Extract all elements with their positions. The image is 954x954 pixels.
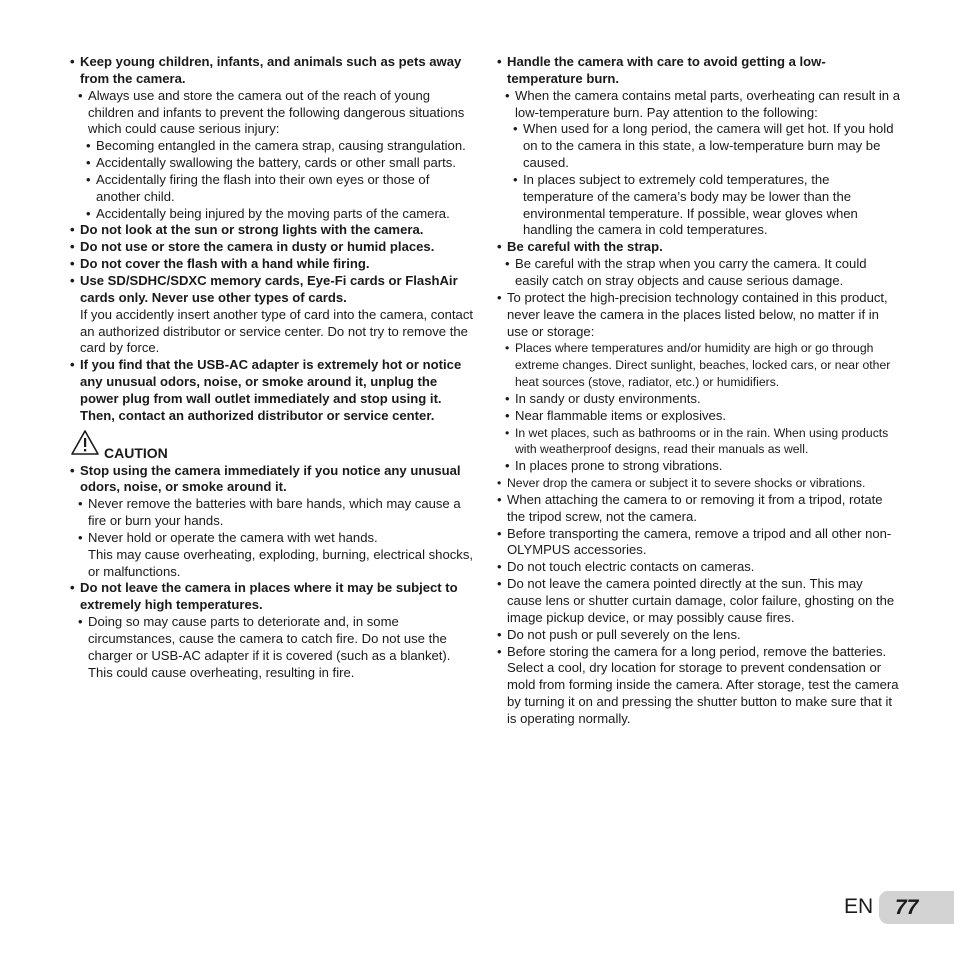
caution-subitem: • Never remove the batteries with bare hands, which may cause a fire or burn your hands. bbox=[78, 496, 474, 530]
caution-subitem: • Doing so may cause parts to deteriorate and, in some circumstances, cause the camera to catch fire. Do not use the charger or USB-AC adapter if it is covered (such as a blanket). This could cause overheating, resulting in fire. bbox=[78, 614, 474, 681]
caution-heading bbox=[70, 433, 474, 461]
warning-triangle-icon bbox=[70, 429, 100, 461]
caution-item: • Handle the camera with care to avoid getting a low-temperature burn. bbox=[497, 54, 901, 88]
caution-subitem: • When the camera contains metal parts, overheating can result in a low-temperature burn. Pay attention to the following: bbox=[505, 88, 901, 122]
caution-note: This may cause overheating, exploding, burning, electrical shocks, or malfunctions. bbox=[88, 546, 474, 579]
caution-label: CAUTION bbox=[104, 444, 168, 461]
warning-item: • Do not look at the sun or strong lights with the camera. bbox=[70, 222, 474, 239]
caution-item: • Stop using the camera immediately if you notice any unusual odors, noise, or smoke around it. bbox=[70, 463, 474, 497]
storage-place-item: • In wet places, such as bathrooms or in the rain. When using products with weatherproof designs, read their manuals as well. bbox=[505, 425, 901, 459]
caution-subitem: • Never hold or operate the camera with wet hands. bbox=[78, 530, 474, 547]
caution-item: • Before storing the camera for a long period, remove the batteries. Select a cool, dry location for storage to prevent condensation or mold from forming inside the camera. After storage, test the camera by turning it on and pressing the shutter button to make sure that it is operating normally. bbox=[497, 644, 901, 728]
warning-item: • Keep young children, infants, and animals such as pets away from the camera. bbox=[70, 54, 474, 88]
storage-place-item: • Places where temperatures and/or humidity are high or go through extreme changes. Direct sunlight, beaches, locked cars, or near other heat sources (stove, radiator, etc.) or humidifiers. bbox=[505, 340, 901, 391]
warning-subsubitem: • Accidentally being injured by the moving parts of the camera. bbox=[86, 206, 474, 223]
language-label: EN bbox=[844, 895, 874, 918]
caution-item: • Do not touch electric contacts on cameras. bbox=[497, 559, 901, 576]
caution-item: • Be careful with the strap. bbox=[497, 239, 901, 256]
storage-place-item: • In places prone to strong vibrations. bbox=[505, 458, 901, 475]
caution-subitem: • Be careful with the strap when you carry the camera. It could easily catch on stray objects and cause serious damage. bbox=[505, 256, 901, 290]
caution-subsubitem: • When used for a long period, the camera will get hot. If you hold on to the camera in this state, a low-temperature burn may be caused. bbox=[513, 121, 901, 172]
warning-subsubitem: • Accidentally firing the flash into their own eyes or those of another child. bbox=[86, 172, 474, 206]
right-column bbox=[497, 54, 901, 728]
caution-item: • Before transporting the camera, remove a tripod and all other non-OLYMPUS accessories. bbox=[497, 526, 901, 560]
caution-item: • To protect the high-precision technology contained in this product, never leave the camera in the places listed below, no matter if in use or storage: bbox=[497, 290, 901, 341]
caution-item: • Do not push or pull severely on the lens. bbox=[497, 627, 901, 644]
warning-item: • Use SD/SDHC/SDXC memory cards, Eye-Fi cards or FlashAir cards only. Never use other types of cards. bbox=[70, 273, 474, 307]
storage-place-item: • In sandy or dusty environments. bbox=[505, 391, 901, 408]
warning-item: • Do not use or store the camera in dusty or humid places. bbox=[70, 239, 474, 256]
warning-subsubitem: • Becoming entangled in the camera strap, causing strangulation. bbox=[86, 138, 474, 155]
left-column bbox=[70, 54, 474, 682]
storage-place-item: • Near flammable items or explosives. bbox=[505, 408, 901, 425]
caution-subsubitem: • In places subject to extremely cold temperatures, the temperature of the camera’s body may be lower than the environmental temperature. If possible, wear gloves when handling the camera in cold temperatures. bbox=[513, 172, 901, 239]
warning-item: • If you find that the USB-AC adapter is extremely hot or notice any unusual odors, noise, or smoke around it, unplug the power plug from wall outlet immediately and stop using it. Then, contact an authorized distributor or service center. bbox=[70, 357, 474, 424]
warning-item: • Do not cover the flash with a hand while firing. bbox=[70, 256, 474, 273]
caution-item: • When attaching the camera to or removing it from a tripod, rotate the tripod screw, not the camera. bbox=[497, 492, 901, 526]
warning-note: If you accidently insert another type of card into the camera, contact an authorized distributor or service center. Do not try to remove the card by force. bbox=[80, 306, 474, 356]
caution-item: • Do not leave the camera pointed directly at the sun. This may cause lens or shutter curtain damage, color failure, ghosting on the image pickup device, or may possibly cause fires. bbox=[497, 576, 901, 627]
caution-item: • Never drop the camera or subject it to severe shocks or vibrations. bbox=[497, 475, 901, 492]
warning-subsubitem: • Accidentally swallowing the battery, cards or other small parts. bbox=[86, 155, 474, 172]
warning-subitem: • Always use and store the camera out of the reach of young children and infants to prevent the following dangerous situations which could cause serious injury: bbox=[78, 88, 474, 139]
caution-item: • Do not leave the camera in places where it may be subject to extremely high temperatures. bbox=[70, 580, 474, 614]
page-number: 77 bbox=[879, 891, 954, 924]
